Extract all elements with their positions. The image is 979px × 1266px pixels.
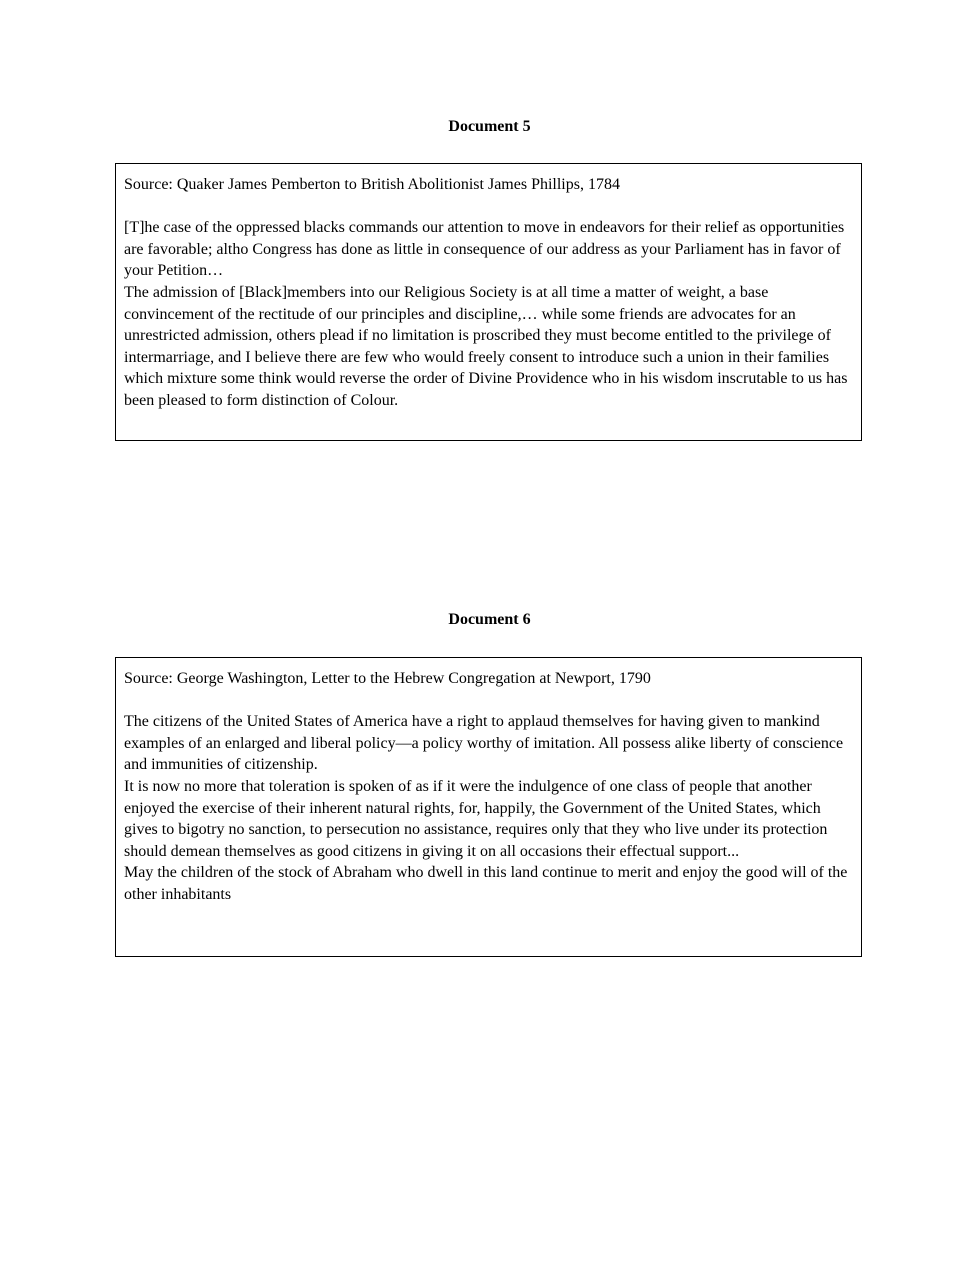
document-6-paragraph-2: It is now no more that toleration is spoken of as if it were the indulgence of one class of people that another enjoyed the exercise of their inherent natural rights, for, happily, the Government of the United States, which gives to bigotry no sanction, to persecution no assistance, requires only that they who live under its protection should demean themselves as good citizens in giving it on all occasions their effectual support... — [124, 777, 828, 860]
document-6-source: Source: George Washington, Letter to the Hebrew Congregation at Newport, 1790 — [124, 670, 651, 687]
document-5-source: Source: Quaker James Pemberton to British Abolitionist James Phillips, 1784 — [124, 176, 620, 193]
document-6-box — [115, 657, 862, 957]
document-5-paragraph-1: [T]he case of the oppressed blacks commands our attention to move in endeavors for their relief as opportunities are favorable; altho Congress has done as little in consequence of our address as your Parliament has in favor of your Petition… — [124, 219, 845, 280]
document-5-title: Document 5 — [448, 118, 531, 135]
document-5-paragraph-2: The admission of [Black]members into our Religious Society is at all time a matter of weight, a base convincement of the rectitude of our principles and discipline,… while some friends are advocates for an unrestricted admission, others plead if no limitation is proscribed they must become entitled to the privilege of intermarriage, and I believe there are few who would freely consent to introduce such a union in their families which mixture some think would reverse the order of Divine Providence who in his wisdom inscrutable to us has been pleased to form distinction of Colour. — [124, 283, 848, 409]
document-6-title: Document 6 — [448, 611, 531, 628]
document-6-paragraph-1: The citizens of the United States of America have a right to applaud themselves for having given to mankind examples of an enlarged and liberal policy—a policy worthy of imitation. All possess alike liberty of conscience and immunities of citizenship. — [124, 713, 844, 774]
document-6-paragraph-3: May the children of the stock of Abraham who dwell in this land continue to merit and enjoy the good will of the other inhabitants — [124, 864, 848, 903]
document-5-box — [115, 163, 862, 441]
